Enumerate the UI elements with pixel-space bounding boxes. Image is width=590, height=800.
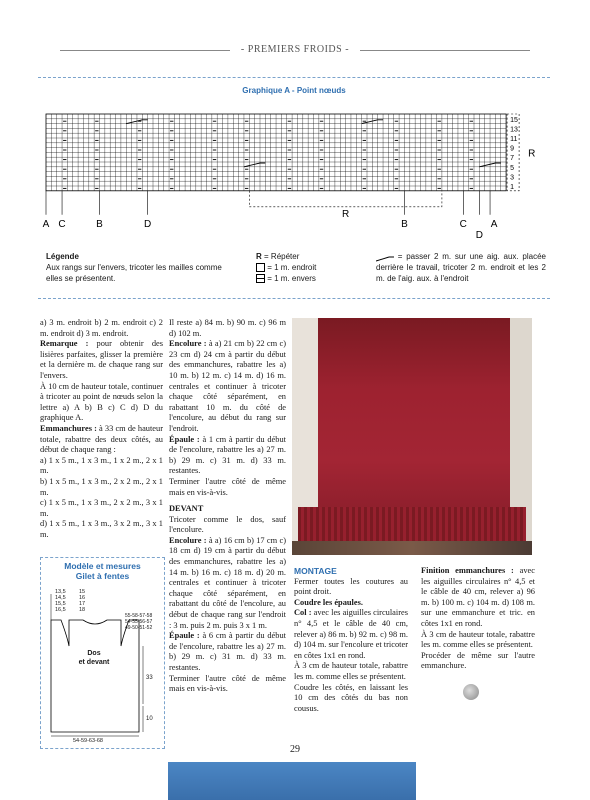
yarn-ball-icon — [463, 684, 479, 700]
chart-title: Graphique A - Point nœuds — [242, 86, 346, 95]
shoulder-text: à 1 cm à partir du début de l'encolure, rabattre les a) 27 m. b) 29 m. c) 31 m. d) 33 m. restantes. — [169, 434, 286, 476]
text-column-4 — [421, 566, 535, 700]
remark-label: Remarque : — [40, 339, 89, 349]
measure: 55-58-57-58 — [125, 613, 153, 619]
armhole-finish-label: Finition emmanchures : — [421, 566, 514, 575]
size-a-decreases: a) 1 x 5 m., 1 x 3 m., 1 x 2 m., 2 x 1 m. — [40, 455, 163, 476]
knit-square-icon — [256, 263, 265, 272]
repeat-label-bottom: R — [341, 208, 350, 220]
devant-intro: Tricoter comme le dos, sauf l'encolure. — [169, 514, 286, 535]
legend-repeat-symbol: R — [256, 252, 262, 261]
measure: 14,5 — [55, 595, 66, 601]
page-header — [0, 44, 590, 55]
cable-symbol-icon — [376, 254, 394, 260]
piece-label — [69, 649, 119, 667]
devant-title: DEVANT — [169, 504, 204, 514]
remark-text: pour obtenir des lisières parfaites, glisser la première et la dernière m. de chaque rang sur l'envers. — [40, 339, 163, 380]
measurement-schema — [40, 557, 165, 749]
piece-label-2: et devant — [78, 659, 110, 666]
neck-label: Encolure : — [169, 339, 207, 349]
front-neck-paragraph — [169, 536, 286, 631]
measure: 18 — [79, 607, 86, 613]
finish-other-side-front: Terminer l'autre côté de même mais en vis-à-vis. — [169, 673, 286, 694]
collar-label: Col : — [294, 608, 312, 618]
size-d-decreases: d) 1 x 5 m., 1 x 3 m., 3 x 2 m., 3 x 1 m. — [40, 519, 163, 539]
size-marker-label: A — [490, 218, 498, 230]
piece-label-1: Dos — [87, 650, 101, 657]
front-neck-label: Encolure : — [169, 535, 207, 545]
legend-text: Aux rangs sur l'envers, tricoter les mailles comme elles se présentent. — [46, 263, 222, 283]
size-marker-label: D — [144, 218, 152, 230]
measure: 13,5 — [55, 589, 66, 595]
bottom-knit-photo — [168, 762, 416, 800]
repeat-bracket-bottom — [249, 191, 442, 207]
knitting-chart-grid — [38, 106, 550, 266]
row-number: 5 — [510, 164, 515, 172]
collar-bind-off: À 3 cm de hauteur totale, rabattre les m. comme elles se présentent. — [294, 661, 408, 681]
shoulder-paragraph — [169, 435, 286, 477]
measure: 17 — [79, 601, 86, 607]
size-marker-label: D — [475, 229, 483, 241]
legend-cable-text: = passer 2 m. sur une aig. aux. placée derrière le travail, tricoter 2 m. endroit et les 2 m. de l'aig. aux. à l'endroit — [376, 252, 546, 283]
right-measures — [79, 589, 85, 613]
front-shoulder-text: à 6 cm à partir du début de l'encolure, rabattre les a) 27 m. b) 29 m. c) 31 m. d) 33 m. restantes. — [169, 631, 286, 672]
collar-text: avec les aiguilles circulaires n° 4,5 et le câble de 40 cm, relever a) 86 m. b) 92 m. c) 98 m. d) 104 m. sur l'encolure et tricoter en côtes 1x1 en rond. — [294, 608, 408, 660]
text-column-2 — [169, 318, 286, 695]
measure: 49-50-51-52 — [125, 625, 153, 631]
sweater-photo — [292, 318, 532, 555]
legend-knit — [256, 262, 376, 273]
size-b-decreases: b) 1 x 5 m., 1 x 3 m., 2 x 2 m., 2 x 1 m. — [40, 476, 163, 497]
legend-block — [46, 251, 236, 284]
legend-repeat — [256, 251, 376, 262]
measure: 15 — [79, 589, 86, 595]
row-number: 15 — [510, 116, 518, 124]
legend-purl-text: = 1 m. envers — [267, 274, 316, 283]
remark-paragraph — [40, 339, 163, 381]
armhole-bind-off: À 3 cm de hauteur totale, rabattre les m. comme elles se présentent. — [421, 629, 535, 650]
measure: 54-55-56-57 — [125, 619, 153, 625]
row-number: 1 — [510, 184, 515, 191]
size-marker-label: A — [42, 218, 50, 230]
measure: 15,5 — [55, 601, 66, 607]
shoulder-label: Épaule : — [169, 434, 200, 444]
size-c-decreases: c) 1 x 5 m., 1 x 3 m., 2 x 2 m., 3 x 1 m. — [40, 498, 163, 518]
legend-repeat-text: = Répéter — [264, 252, 300, 261]
page-number: 29 — [290, 744, 300, 755]
legend-symbols — [256, 251, 376, 284]
neck-text: à a) 21 cm b) 22 cm c) 23 cm d) 24 cm à partir du début des emmanchures, rabattre les a) 10 m. b) 12 m. c) 14 m. d) 16 m. centrales et continuer à tricoter chaque côté séparément, en rabattant 10 m. du côté de l'encolure, au début du rang sur l'endroit. — [169, 339, 286, 433]
section-title: - PREMIERS FROIDS - — [240, 44, 350, 55]
text-column-3 — [294, 566, 408, 714]
header-rule-left — [60, 50, 230, 51]
text-column-1 — [40, 318, 163, 540]
legend-cable — [376, 251, 546, 284]
bottom-measure: 54-59-63-68 — [73, 738, 103, 744]
purl-square-icon — [256, 274, 265, 283]
watermark: PassionForum.ru — [513, 783, 582, 793]
montage-title: MONTAGE — [294, 566, 337, 576]
neck-paragraph — [169, 339, 286, 434]
pattern-instruction: À 10 cm de hauteur totale, continuer à tricoter au point de nœuds selon la lettre a) A b) B c) C d) D du graphique A. — [40, 381, 163, 423]
schema-title-1: Modèle et mesures — [64, 561, 141, 571]
back-text: a) 3 m. endroit b) 2 m. endroit c) 2 m. endroit d) 3 m. endroit. — [40, 318, 163, 338]
size-marker-label: B — [96, 218, 103, 230]
measure: 16,5 — [55, 607, 66, 613]
front-neck-text: à a) 16 cm b) 17 cm c) 18 cm d) 19 cm à partir du début des emmanchures, rabattre les a) 14 m. b) 16 m. c) 18 m. d) 20 m. centrales et continuer à tricoter chaque côté séparément, en rabattant du côté de l'encolure, au début de chaque rang sur l'endroit : 3 m. puis 2 m. puis 3 x 1 m. — [169, 535, 286, 630]
row-number: 13 — [510, 126, 518, 134]
side-measures — [125, 613, 152, 631]
front-shoulder-label: Épaule : — [169, 631, 200, 641]
height-10: 10 — [146, 716, 153, 722]
collar-paragraph — [294, 608, 408, 661]
knitting-chart-box — [38, 77, 550, 299]
row-number: 3 — [510, 174, 515, 182]
front-shoulder-paragraph — [169, 631, 286, 673]
sides-instruction: Coudre les côtés, en laissant les 10 cm des côtés du bas non cousus. — [294, 682, 408, 713]
legend-knit-text: = 1 m. endroit — [267, 263, 317, 272]
measure: 16 — [79, 595, 86, 601]
row-number: 11 — [510, 136, 518, 143]
size-marker-label: C — [58, 218, 66, 230]
size-marker-label: B — [401, 218, 408, 230]
armhole-finish-paragraph — [421, 566, 535, 630]
size-marker-label: C — [459, 218, 467, 230]
other-armhole: Procéder de même sur l'autre emmanchure. — [421, 650, 535, 671]
height-33: 33 — [146, 675, 153, 681]
legend-purl — [256, 273, 376, 284]
armholes-text: à 33 cm de hauteur totale, rabattre des deux côtés, au début de chaque rang : — [40, 423, 164, 455]
left-measures — [55, 589, 66, 613]
repeat-label-side: R — [528, 148, 536, 160]
shoulders-instruction: Coudre les épaules. — [294, 597, 363, 607]
row-number: 9 — [510, 145, 515, 153]
finish-other-side: Terminer l'autre côté de même mais en vis-à-vis. — [169, 476, 286, 497]
header-rule-right — [360, 50, 530, 51]
skirt-area — [292, 541, 532, 555]
armhole-finish-text: avec les aiguilles circulaires n° 4,5 et le câble de 40 cm, relever a) 96 m. b) 100 m. c) 104 m. d) 108 m. sur une emmanchure et tric. en côtes 1x1 en rond. — [421, 566, 535, 628]
armholes-paragraph — [40, 424, 163, 456]
seam-instruction: Fermer toutes les coutures au point droit. — [294, 576, 408, 597]
remaining-stitches: Il reste a) 84 m. b) 90 m. c) 96 m d) 102 m. — [169, 318, 286, 338]
armholes-label: Emmanchures : — [40, 423, 97, 433]
legend-title: Légende — [46, 252, 79, 261]
schema-title-2: Gilet à fentes — [75, 571, 130, 581]
row-number: 7 — [510, 155, 515, 163]
